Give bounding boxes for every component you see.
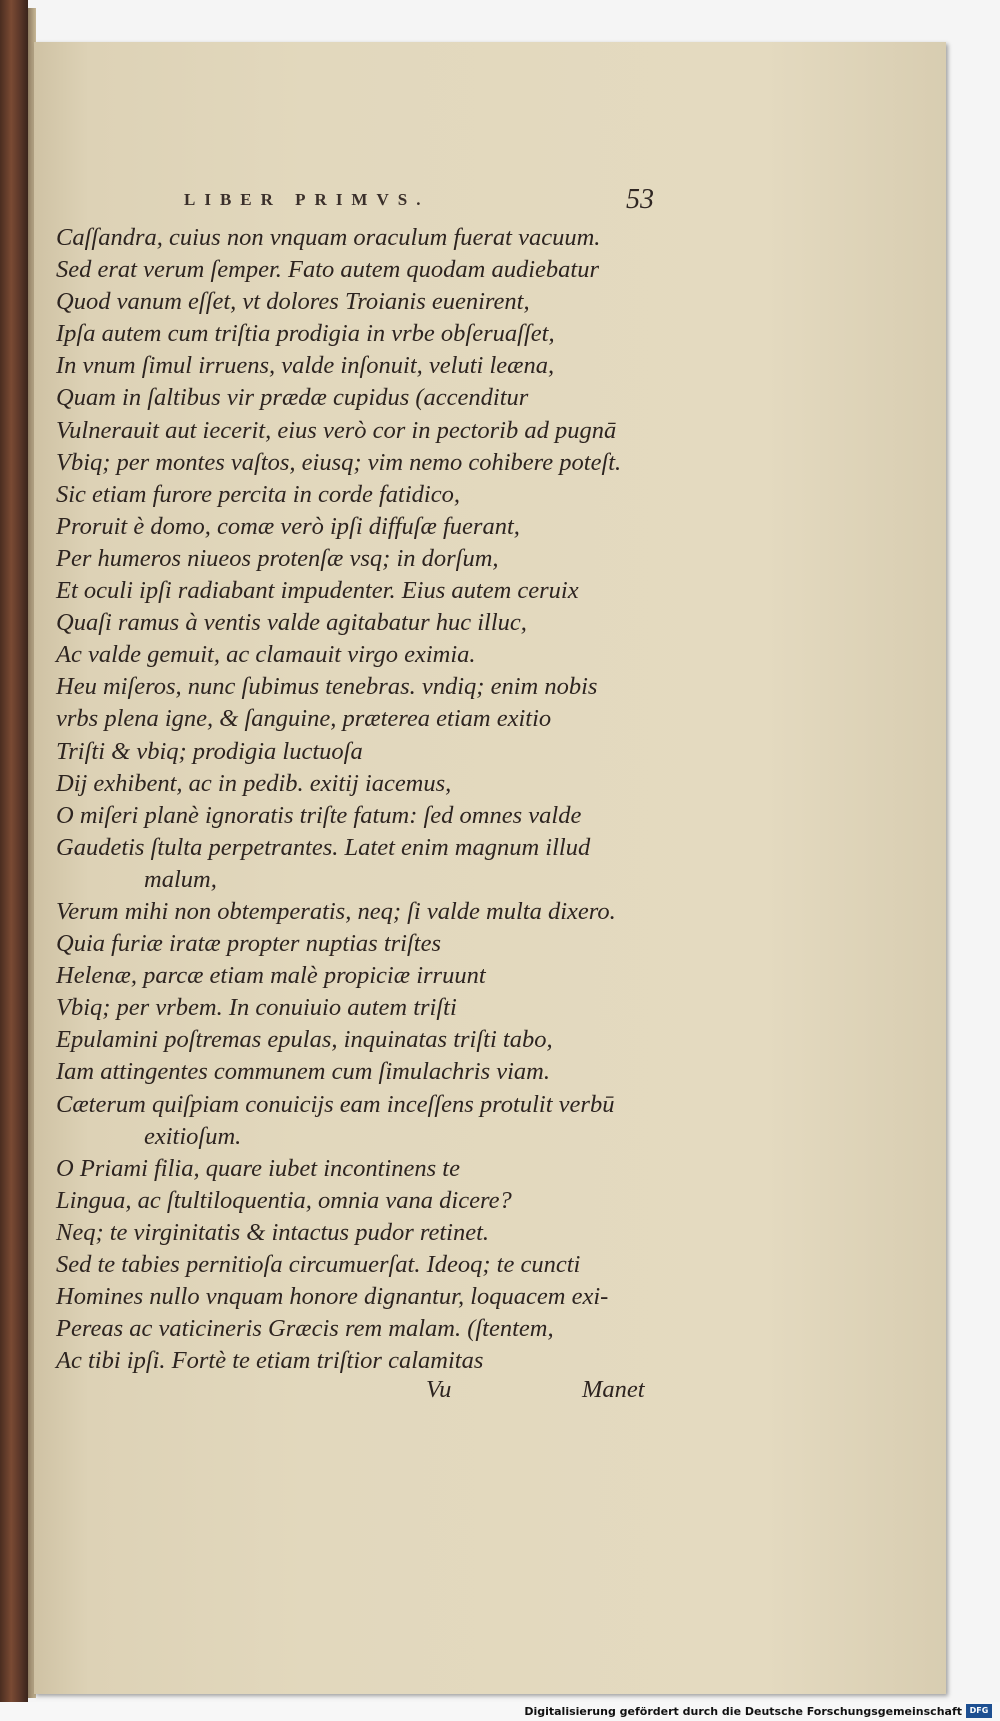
text-line: Iam attingentes communem cum ſimulachris viam. <box>56 1058 550 1086</box>
text-line: Ac tibi ipſi. Fortè te etiam triſtior calamitas <box>56 1347 484 1375</box>
text-line: Gaudetis ſtulta perpetrantes. Latet enim magnum illud <box>56 833 591 861</box>
text-line: Triſti & vbiq; prodigia luctuoſa <box>56 737 363 765</box>
text-line: Quam in ſaltibus vir prædæ cupidus (accenditur <box>56 384 529 412</box>
book-page <box>34 42 946 1694</box>
text-line: Lingua, ac ſtultiloquentia, omnia vana dicere? <box>56 1186 512 1214</box>
text-line: Sic etiam furore percita in corde fatidico, <box>56 480 460 508</box>
running-head: LIBER PRIMVS. <box>184 190 430 209</box>
text-line: O miſeri planè ignoratis triſte fatum: ſed omnes valde <box>56 801 582 829</box>
text-line: Homines nullo vnquam honore dignantur, loquacem exi- <box>56 1283 609 1311</box>
text-line: Verum mihi non obtemperatis, neq; ſi valde multa dixero. <box>56 897 616 925</box>
text-line: Ipſa autem cum triſtia prodigia in vrbe obſeruaſſet, <box>56 320 555 348</box>
text-line: Dij exhibent, ac in pedib. exitij iacemus, <box>56 769 452 797</box>
text-line: Sed te tabies pernitioſa circumuerſat. Ideoq; te cuncti <box>56 1251 581 1278</box>
text-line: Quia furiæ iratæ propter nuptias triſtes <box>56 930 442 958</box>
catchword: Manet <box>582 1376 645 1403</box>
text-line: Per humeros niueos protenſæ vsq; in dorſum, <box>56 544 499 572</box>
text-line: Vbiq; per vrbem. In conuiuio autem triſti <box>56 994 457 1022</box>
dfg-logo-icon: DFG <box>966 1704 992 1718</box>
footer-bar <box>0 1702 1000 1721</box>
text-line: Pereas ac vaticineris Græcis rem malam. (ſtentem, <box>56 1315 554 1343</box>
text-line: Quaſi ramus à ventis valde agitabatur huc illuc, <box>56 609 527 637</box>
text-block <box>56 222 696 1377</box>
text-line: Caſſandra, cuius non vnquam oraculum fuerat vacuum. <box>56 224 601 251</box>
text-line: Sed erat verum ſemper. Fato autem quodam audiebatur <box>56 256 599 284</box>
text-line: exitioſum. <box>144 1122 242 1150</box>
book-spine <box>0 0 28 1704</box>
page-number: 53 <box>626 184 654 215</box>
signature-mark: Vu <box>426 1376 452 1403</box>
text-line: Vulnerauit aut iecerit, eius verò cor in pectorib ad pugnā <box>56 416 617 444</box>
text-line: Neq; te virginitatis & intactus pudor retinet. <box>56 1218 490 1246</box>
text-line: Proruit è domo, comæ verò ipſi diffuſæ fuerant, <box>56 512 520 540</box>
text-line: malum, <box>144 865 217 893</box>
text-line: Quod vanum eſſet, vt dolores Troianis euenirent, <box>56 288 530 316</box>
text-line: Ac valde gemuit, ac clamauit virgo eximia. <box>56 641 476 669</box>
text-line: Vbiq; per montes vaſtos, eiusq; vim nemo cohibere poteſt. <box>56 448 622 476</box>
footer-credit: Digitalisierung gefördert durch die Deutsche Forschungsgemeinschaft <box>524 1705 962 1718</box>
text-line: Heu miſeros, nunc ſubimus tenebras. vndiq; enim nobis <box>56 673 598 701</box>
text-line: vrbs plena igne, & ſanguine, præterea etiam exitio <box>56 705 552 733</box>
text-line: Cæterum quiſpiam conuicijs eam inceſſens protulit verbū <box>56 1090 615 1118</box>
text-line: Et oculi ipſi radiabant impudenter. Eius autem ceruix <box>56 577 579 605</box>
text-line: Epulamini poſtremas epulas, inquinatas triſti tabo, <box>56 1026 553 1054</box>
text-line: Helenæ, parcæ etiam malè propiciæ irruunt <box>56 962 486 990</box>
text-line: In vnum ſimul irruens, valde inſonuit, veluti leæna, <box>56 352 555 380</box>
text-line: O Priami filia, quare iubet incontinens te <box>56 1154 460 1182</box>
